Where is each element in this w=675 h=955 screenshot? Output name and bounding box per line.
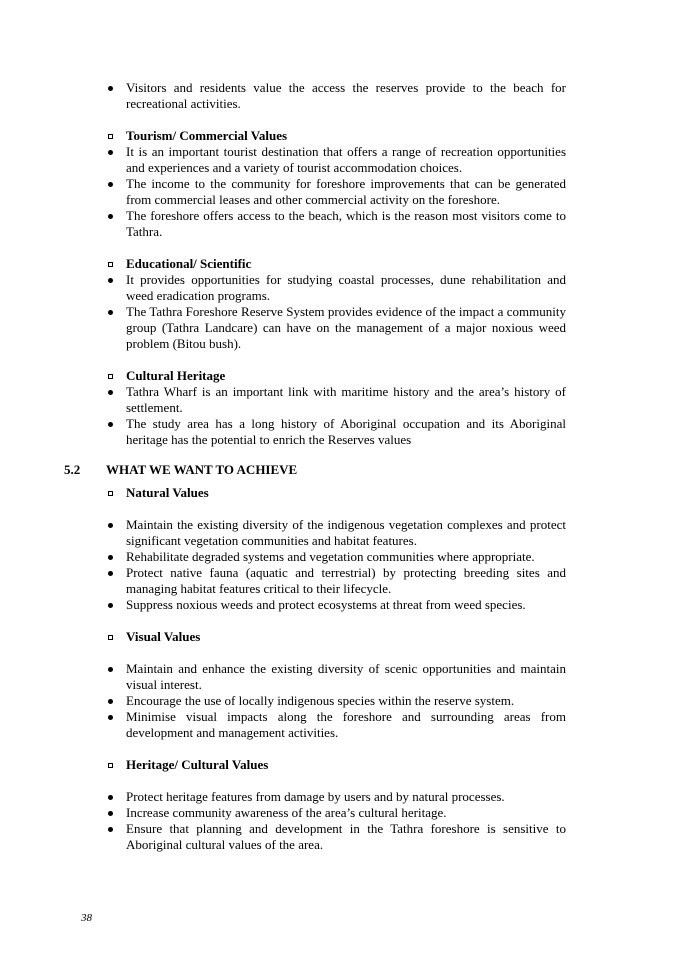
- bullet-icon: [108, 150, 113, 155]
- list-item: The study area has a long history of Aboriginal occupation and its Aboriginal heritage has the potential to enrich the Reserves values: [106, 416, 566, 448]
- visual-values-list: [106, 661, 566, 741]
- bullet-icon: [108, 667, 113, 672]
- list-item: The Tathra Foreshore Reserve System provides evidence of the impact a community group (Tathra Landcare) can have on the management of a major noxious weed problem (Bitou bush).: [106, 304, 566, 352]
- intro-list: [106, 80, 566, 112]
- section-title-text: WHAT WE WANT TO ACHIEVE: [106, 462, 298, 477]
- bullet-icon: [108, 827, 113, 832]
- bullet-icon: [108, 523, 113, 528]
- bullet-icon: [108, 603, 113, 608]
- bullet-icon: [108, 811, 113, 816]
- list-item: Rehabilitate degraded systems and vegetation communities where appropriate.: [106, 549, 566, 565]
- section-heading: Visual Values: [106, 629, 566, 645]
- heritage-values-section: [106, 757, 566, 773]
- bullet-icon: [108, 86, 113, 91]
- list-item: The foreshore offers access to the beach, which is the reason most visitors come to Tathra.: [106, 208, 566, 240]
- bullet-icon: [108, 182, 113, 187]
- list-item: Protect heritage features from damage by users and by natural processes.: [106, 789, 566, 805]
- page-number: 38: [81, 912, 92, 924]
- list-item: Maintain and enhance the existing diversity of scenic opportunities and maintain visual interest.: [106, 661, 566, 693]
- natural-values-list: [106, 517, 566, 613]
- section-heading: Educational/ Scientific: [106, 256, 566, 272]
- list-item: Encourage the use of locally indigenous species within the reserve system.: [106, 693, 566, 709]
- list-item: It provides opportunities for studying coastal processes, dune rehabilitation and weed eradication programs.: [106, 272, 566, 304]
- heritage-values-list: [106, 789, 566, 853]
- section-heading: Heritage/ Cultural Values: [106, 757, 566, 773]
- bullet-icon: [108, 571, 113, 576]
- bullet-icon: [108, 422, 113, 427]
- checkbox-bullet-icon: [108, 763, 113, 768]
- checkbox-bullet-icon: [108, 374, 113, 379]
- checkbox-bullet-icon: [108, 134, 113, 139]
- section-title: [64, 462, 297, 478]
- list-item: Tathra Wharf is an important link with maritime history and the area’s history of settlement.: [106, 384, 566, 416]
- tourism-section: [106, 128, 566, 240]
- visual-values-section: [106, 629, 566, 645]
- list-item: Ensure that planning and development in the Tathra foreshore is sensitive to Aboriginal cultural values of the area.: [106, 821, 566, 853]
- checkbox-bullet-icon: [108, 262, 113, 267]
- section-heading: Tourism/ Commercial Values: [106, 128, 566, 144]
- list-item: The income to the community for foreshore improvements that can be generated from commercial leases and other commercial activity on the foreshore.: [106, 176, 566, 208]
- list-item: Increase community awareness of the area’s cultural heritage.: [106, 805, 566, 821]
- list-item: Protect native fauna (aquatic and terrestrial) by protecting breeding sites and managing habitat features critical to their lifecycle.: [106, 565, 566, 597]
- bullet-icon: [108, 214, 113, 219]
- bullet-icon: [108, 555, 113, 560]
- bullet-icon: [108, 310, 113, 315]
- list-item: Suppress noxious weeds and protect ecosystems at threat from weed species.: [106, 597, 566, 613]
- cultural-heritage-section: [106, 368, 566, 448]
- list-item: It is an important tourist destination that offers a range of recreation opportunities and experiences and a variety of tourist accommodation choices.: [106, 144, 566, 176]
- bullet-icon: [108, 699, 113, 704]
- checkbox-bullet-icon: [108, 635, 113, 640]
- bullet-icon: [108, 278, 113, 283]
- bullet-icon: [108, 795, 113, 800]
- checkbox-bullet-icon: [108, 491, 113, 496]
- section-heading: Natural Values: [106, 485, 566, 501]
- list-item: Maintain the existing diversity of the indigenous vegetation complexes and protect significant vegetation communities and habitat features.: [106, 517, 566, 549]
- natural-values-section: [106, 485, 566, 501]
- bullet-icon: [108, 390, 113, 395]
- educational-section: [106, 256, 566, 352]
- section-heading: Cultural Heritage: [106, 368, 566, 384]
- list-item: Visitors and residents value the access the reserves provide to the beach for recreational activities.: [106, 80, 566, 112]
- bullet-icon: [108, 715, 113, 720]
- list-item: Minimise visual impacts along the foreshore and surrounding areas from development and management activities.: [106, 709, 566, 741]
- section-number: 5.2: [64, 462, 81, 477]
